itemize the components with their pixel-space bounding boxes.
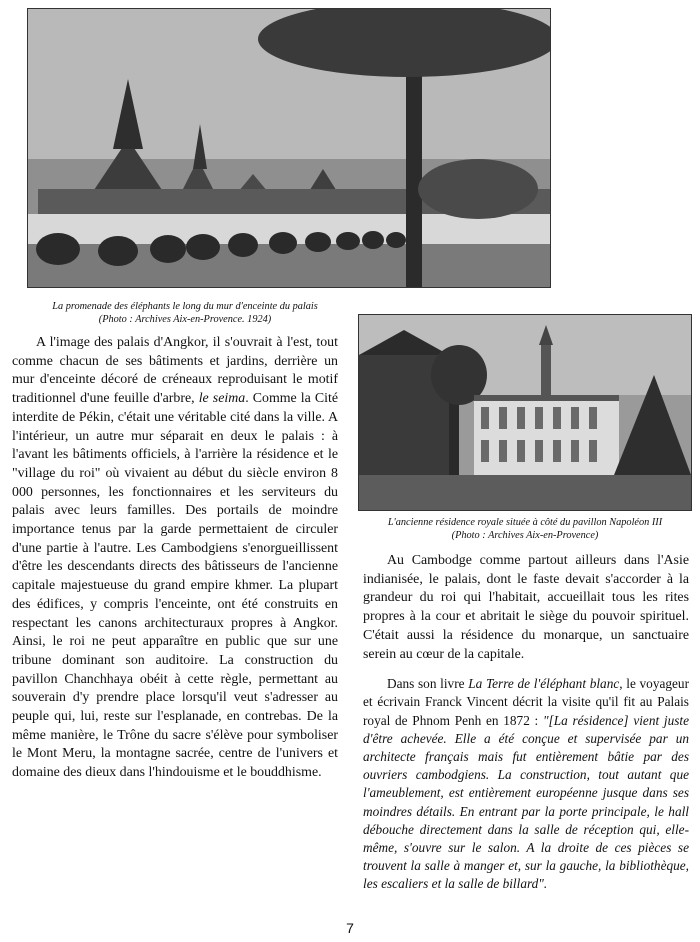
photo-credit: (Photo : Archives Aix-en-Provence. 1924): [98, 314, 272, 325]
photo-elephant-procession: [27, 8, 551, 288]
page-number: 7: [346, 920, 354, 936]
royal-residence-image: [359, 315, 691, 510]
elephant-procession-image: [28, 9, 550, 287]
book-title: La Terre de l'éléphant blanc: [468, 676, 620, 692]
paragraph: Dans son livre La Terre de l'éléphant blanc, le voyageur et écrivain Franck Vincent décrit la visite qu'il fit au Palais royal de Phnom Penh en 1872 : "[La résidence] vient juste d'être achevée. Elle a été conçue et supervisée par un architecte français mais fut entièrement bâtie par des ouvriers cambodgiens. La construction, tout autant que l'ameublement, est entièrement européenne jusque dans ses moindres détails. En entrant par la porte principale, le hall débouche directement dans la salle de réception qui, elle-même, s'ouvre sur le salon. A la droite de ces pièces se trouvent la salle à manger et, sur la gauche, la bibliothèque, les escaliers et la salle de billard".: [363, 676, 690, 892]
right-text-column: [363, 552, 689, 894]
photo-royal-residence: [358, 314, 692, 511]
photo-credit: (Photo : Archives Aix-en-Provence): [451, 530, 599, 541]
left-text-column: [12, 334, 338, 783]
emphasis-term: le seima: [198, 391, 246, 407]
paragraph: A l'image des palais d'Angkor, il s'ouvrait à l'est, tout comme chacun de ses bâtiments et jardins, derrière un mur d'enceinte décoré de créneaux reproduisant le motif traditionnel d'une feuille d'arbre, le seima. Comme la Cité interdite de Pékin, c'était une véritable cité dans la ville. A l'intérieur, un autre mur séparait en deux le palais : à l'avant les bâtiments officiels, à l'arrière la résidence et le "village du roi" où vivaient au début du siècle environ 8 000 personnes, les fonctionnaires et les serviteurs du palais avec leurs familles. Des portails de moindre importance tenus par la garde permettaient de circuler d'une partie à l'autre. Les Cambodgiens s'enorgueillissent d'être les descendants directs des bâtisseurs de l'ancienne capitale majestueuse du grand empire khmer. La plupart des édifices, y compris l'enceinte, ont été construits en respectant les canons architecturaux propres à Angkor. Ainsi, le roi ne peut apparaître en public que sur une tribune dominant son auditoire. La construction du pavillon Chanchhaya obéit à cette règle, permettant au souverain d'y prendre place lorsqu'il veut s'adresser au peuple qui, lui, reste sur l'esplanade, en contrebas. De la même manière, le Trône du sacre s'élève pour symboliser le Mont Meru, la montagne sacrée, centre de l'univers et domaine des dieux dans l'hindouisme et le bouddhisme.: [12, 335, 339, 781]
caption-elephant-procession: [20, 300, 350, 326]
paragraph: Au Cambodge comme partout ailleurs dans l'Asie indianisée, le palais, dont le faste devait s'accorder à la grandeur du roi qui l'habitait, accueillait tous les rites propres à la cour et abritait le siège du pouvoir spirituel. C'était aussi la résidence du monarque, un sanctuaire serein au cœur de la capitale.: [363, 553, 689, 662]
block-quote: "[La résidence] vient juste d'être achevée. Elle a été conçue et supervisée par un architecte français mais fut entièrement bâtie par des ouvriers cambodgiens. La construction, tout autant que l'ameublement, est entièrement européenne jusque dans ses moindres détails. En entrant par la porte principale, le hall débouche directement dans la salle de réception qui, elle-même, s'ouvre sur le salon. A la droite de ces pièces se trouvent la salle à manger et, sur la gauche, la bibliothèque, les escaliers et la salle de billard".: [363, 712, 689, 892]
caption-text: L'ancienne résidence royale située à côté du pavillon Napoléon III: [387, 517, 663, 528]
caption-royal-residence: [355, 516, 695, 542]
caption-text: La promenade des éléphants le long du mur d'enceinte du palais: [52, 301, 318, 312]
